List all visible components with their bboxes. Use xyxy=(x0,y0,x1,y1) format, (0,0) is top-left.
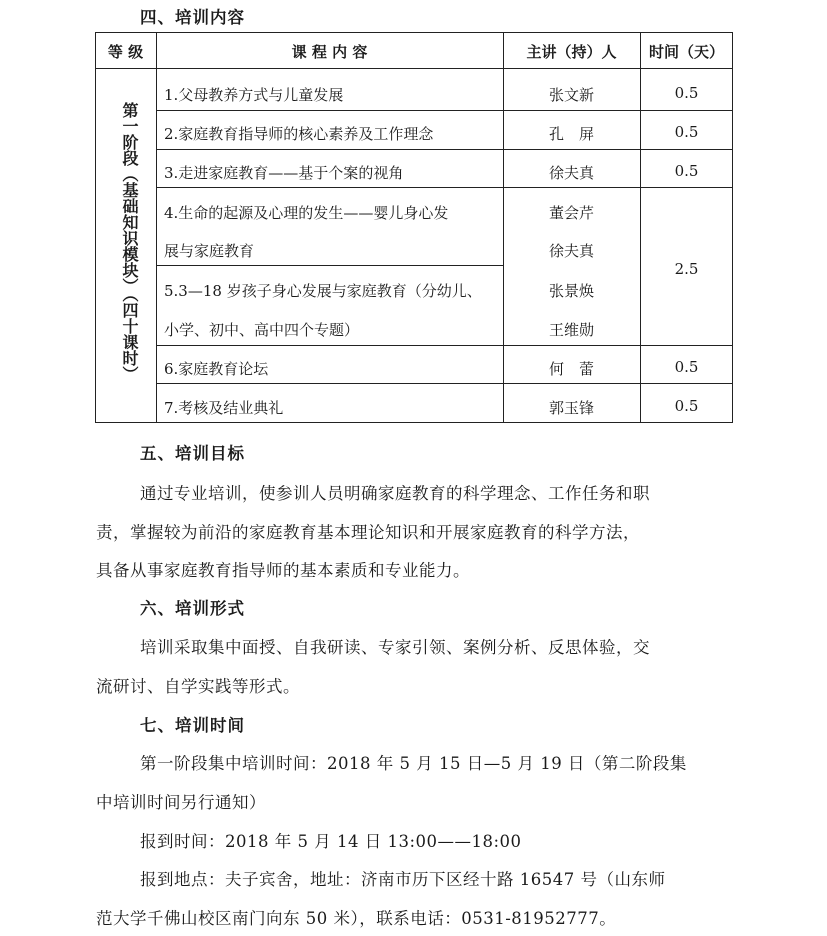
section-7-line-3: 报到时间：2018 年 5 月 14 日 13:00——18:00 xyxy=(140,832,522,851)
section-7-title: 七、培训时间 xyxy=(140,716,245,735)
section-7-line-2: 中培训时间另行通知） xyxy=(96,793,266,812)
row-4-content-line-1: 4.生命的起源及心理的发生——婴儿身心发 xyxy=(164,204,449,222)
section-5-title: 五、培训目标 xyxy=(140,444,245,463)
section-5-line-3: 具备从事家庭教育指导师的基本素质和专业能力。 xyxy=(96,561,470,580)
section-7-line-5: 范大学千佛山校区南门向东 50 米），联系电话：0531-81952777。 xyxy=(96,909,617,928)
section-4-title: 四、培训内容 xyxy=(140,8,245,27)
merged-speaker-3: 张景焕 xyxy=(548,282,594,300)
row-3-speaker: 徐夫真 xyxy=(548,164,594,182)
row-2-time: 0.5 xyxy=(674,123,699,141)
row-2-speaker: 孔 屏 xyxy=(548,125,594,143)
row-1-time: 0.5 xyxy=(674,84,699,102)
row-6-time: 0.5 xyxy=(674,358,699,376)
merged-speaker-4: 王维勋 xyxy=(548,321,594,339)
section-7-line-1: 第一阶段集中培训时间：2018 年 5 月 15 日—5 月 19 日（第二阶段集 xyxy=(140,754,687,773)
row-6-speaker: 何 蕾 xyxy=(548,360,594,378)
course-table xyxy=(95,32,733,423)
header-speaker: 主讲（持）人 xyxy=(526,43,617,61)
row-7-content: 7.考核及结业典礼 xyxy=(164,399,284,417)
row-5-content-line-2: 小学、初中、高中四个专题） xyxy=(164,321,360,339)
section-6-title: 六、培训形式 xyxy=(140,599,245,618)
header-content: 课 程 内 容 xyxy=(291,43,368,61)
section-5-line-1: 通过专业培训，使参训人员明确家庭教育的科学理念、工作任务和职 xyxy=(140,484,650,503)
row-7-speaker: 郭玉锋 xyxy=(548,399,594,417)
merged-speaker-2: 徐夫真 xyxy=(548,242,594,260)
row-5-content-line-1: 5.3—18 岁孩子身心发展与家庭教育（分幼儿、 xyxy=(164,282,482,300)
stage-label: 第一阶段（基础知识模块）（四十课时） xyxy=(120,102,139,382)
row-6-content: 6.家庭教育论坛 xyxy=(164,360,269,378)
row-7-time: 0.5 xyxy=(674,397,699,415)
row-3-time: 0.5 xyxy=(674,162,699,180)
section-6-line-2: 流研讨、自学实践等形式。 xyxy=(96,677,300,696)
row-2-content: 2.家庭教育指导师的核心素养及工作理念 xyxy=(164,125,434,143)
row-3-content: 3.走进家庭教育——基于个案的视角 xyxy=(164,164,404,182)
row-1-speaker: 张文新 xyxy=(548,86,594,104)
section-6-line-1: 培训采取集中面授、自我研读、专家引领、案例分析、反思体验，交 xyxy=(140,638,650,657)
merged-time: 2.5 xyxy=(674,260,699,278)
row-4-content-line-2: 展与家庭教育 xyxy=(164,242,255,260)
row-1-content: 1.父母教养方式与儿童发展 xyxy=(164,86,344,104)
section-7-line-4: 报到地点：夫子宾舍，地址：济南市历下区经十路 16547 号（山东师 xyxy=(140,870,666,889)
header-time: 时间（天） xyxy=(648,43,724,61)
section-5-line-2: 责，掌握较为前沿的家庭教育基本理论知识和开展家庭教育的科学方法， xyxy=(96,523,640,542)
header-level: 等 级 xyxy=(107,43,144,61)
merged-speaker-1: 董会芹 xyxy=(548,204,594,222)
